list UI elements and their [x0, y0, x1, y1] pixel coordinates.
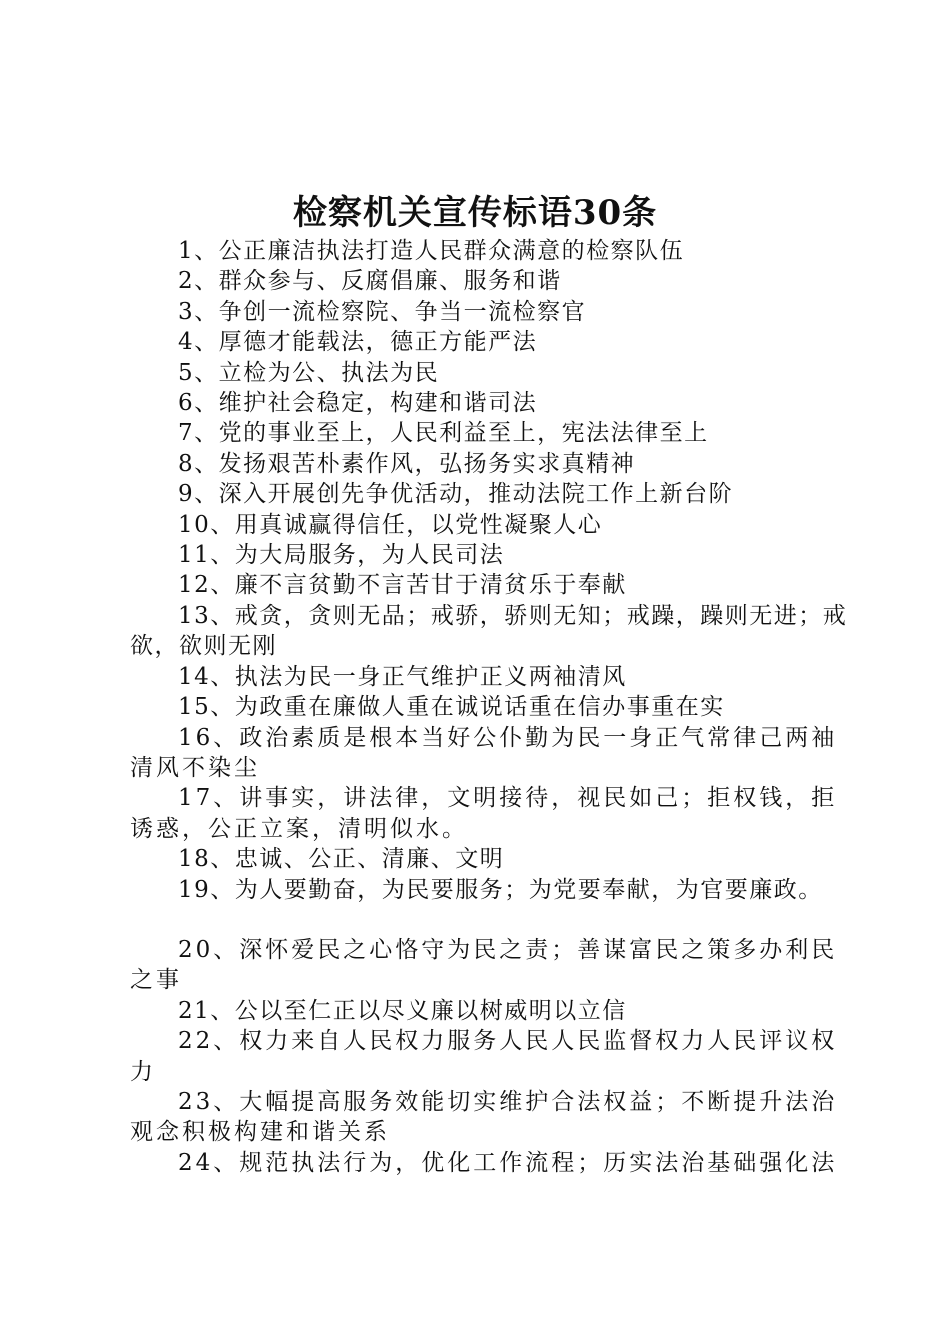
slogan-item-22: 22、权力来自人民权力服务人民人民监督权力人民评议权力	[130, 1028, 838, 1085]
slogan-item-1: 1、公正廉洁执法打造人民群众满意的检察队伍	[178, 238, 685, 264]
slogan-item-4: 4、厚德才能载法，德正方能严法	[178, 329, 538, 356]
slogan-item-13: 13、戒贪，贪则无品；戒骄，骄则无知；戒躁，躁则无进；戒欲，欲则无刚	[130, 602, 848, 660]
slogan-item-19: 19、为人要勤奋，为民要服务；为党要奉献，为官要廉政。	[178, 876, 823, 903]
slogan-item-6: 6、维护社会稳定，构建和谐司法	[178, 390, 538, 417]
slogan-item-11: 11、为大局服务，为人民司法	[178, 542, 505, 569]
slogan-item-20: 20、深怀爱民之心恪守为民之责；善谋富民之策多办利民之事	[130, 936, 838, 994]
slogan-list	[130, 236, 850, 1178]
slogan-item-14: 14、执法为民一身正气维护正义两袖清风	[178, 663, 627, 690]
slogan-item-9: 9、深入开展创先争优活动，推动法院工作上新台阶	[178, 481, 734, 508]
slogan-item-24: 24、规范执法行为，优化工作流程；历实法治基础强化法	[178, 1149, 838, 1176]
slogan-item-12: 12、廉不言贫勤不言苦甘于清贫乐于奉献	[178, 572, 627, 599]
slogan-item-18: 18、忠诚、公正、清廉、文明	[178, 846, 505, 873]
slogan-item-8: 8、发扬艰苦朴素作风，弘扬务实求真精神	[178, 450, 636, 477]
slogan-item-15: 15、为政重在廉做人重在诚说话重在信办事重在实	[178, 694, 725, 721]
slogan-item-21: 21、公以至仁正以尽义廉以树威明以立信	[178, 997, 627, 1024]
slogan-item-3: 3、争创一流检察院、争当一流检察官	[178, 298, 587, 325]
slogan-item-16: 16、政治素质是根本当好公仆勤为民一身正气常律己两袖清风不染尘	[130, 724, 838, 781]
slogan-item-7: 7、党的事业至上，人民利益至上，宪法法律至上	[178, 420, 709, 447]
slogan-item-17: 17、讲事实，讲法律，文明接待，视民如己；拒权钱，拒诱惑，公正立案，清明似水。	[130, 785, 838, 842]
slogan-item-2: 2、群众参与、反腐倡廉、服务和谐	[178, 268, 562, 295]
slogan-item-10: 10、用真诚赢得信任，以党性凝聚人心	[178, 511, 603, 538]
document-title: 检察机关宣传标语30条	[292, 193, 658, 233]
blank-line	[130, 905, 850, 935]
slogan-item-5: 5、立检为公、执法为民	[178, 359, 440, 386]
slogan-item-23: 23、大幅提高服务效能切实维护合法权益；不断提升法治观念积极构建和谐关系	[130, 1088, 838, 1146]
